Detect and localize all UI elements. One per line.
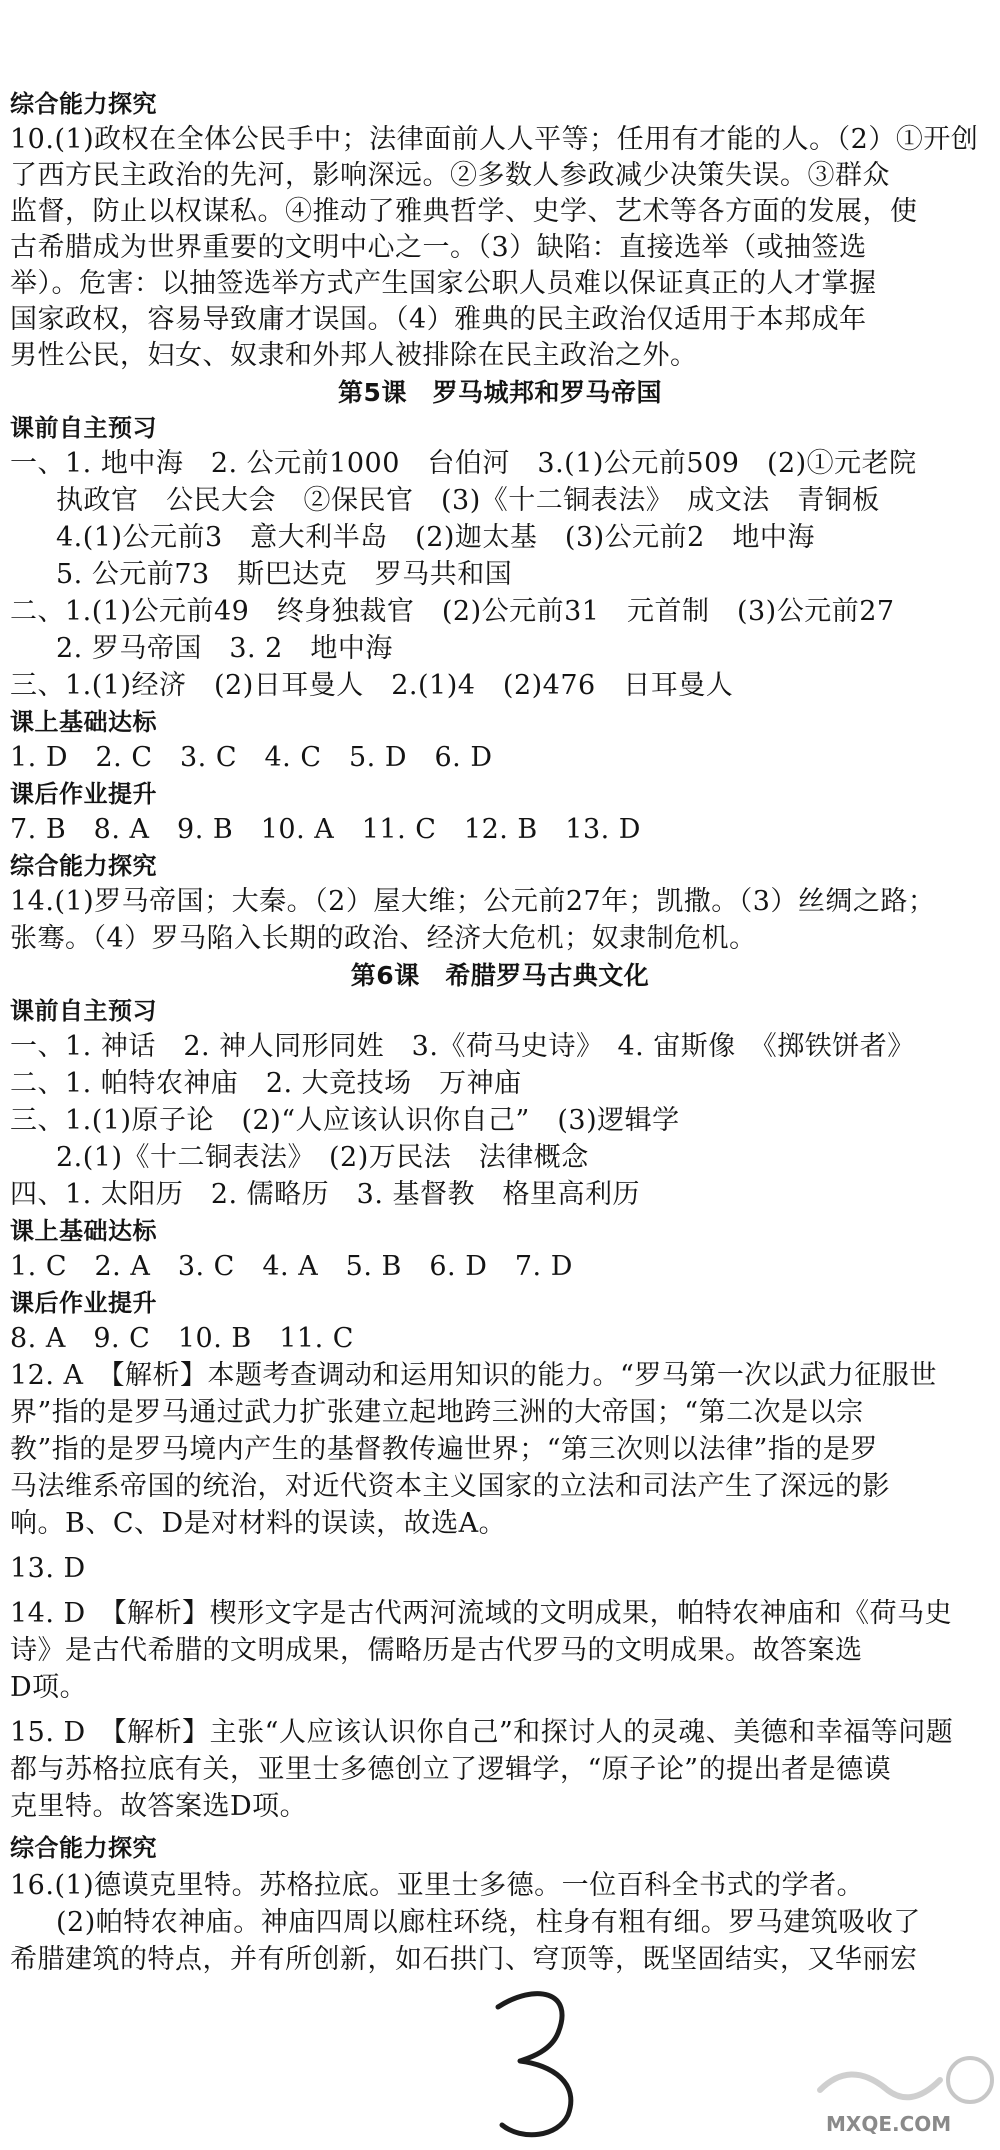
text-line: 5. 公元前73 斯巴达克 罗马共和国	[56, 559, 513, 590]
text-line: 执政官 公民大会 ②保民官 (3)《十二铜表法》 成文法 青铜板	[56, 485, 880, 516]
text-line: 响。B、C、D是对材料的误读，故选A。	[10, 1508, 507, 1539]
text-line: 了西方民主政治的先河，影响深远。②多数人参政减少决策失误。③群众	[10, 160, 890, 191]
text-line: 15. D 【解析】主张“人应该认识你自己”和探讨人的灵魂、美德和幸福等问题	[10, 1717, 954, 1748]
section-label: 课后作业提升	[10, 1289, 157, 1317]
text-line: 都与苏格拉底有关，亚里士多德创立了逻辑学，“原子论”的提出者是德谟	[10, 1754, 892, 1785]
text-line: 12. A 【解析】本题考查调动和运用知识的能力。“罗马第一次以武力征服世	[10, 1360, 937, 1391]
text-line: 三、1.(1)经济 (2)日耳曼人 2.(1)4 (2)476 日耳曼人	[10, 670, 734, 701]
text-line: 四、1. 太阳历 2. 儒略历 3. 基督教 格里高利历	[10, 1179, 641, 1210]
text-line: 克里特。故答案选D项。	[10, 1791, 308, 1822]
text-line: 4.(1)公元前3 意大利半岛 (2)迦太基 (3)公元前2 地中海	[56, 522, 815, 553]
text-line: 二、1.(1)公元前49 终身独裁官 (2)公元前31 元首制 (3)公元前27	[10, 596, 895, 627]
text-line: 监督，防止以权谋私。④推动了雅典哲学、史学、艺术等各方面的发展，使	[10, 196, 918, 227]
section-label: 课上基础达标	[10, 1217, 157, 1245]
text-line: 2.(1)《十二铜表法》 (2)万民法 法律概念	[56, 1142, 589, 1173]
lesson-title: 第6课 希腊罗马古典文化	[350, 961, 650, 990]
text-line: 8. A 9. C 10. B 11. C	[10, 1323, 354, 1354]
text-line: 14. D 【解析】楔形文字是古代两河流域的文明成果，帕特农神庙和《荷马史	[10, 1598, 953, 1629]
text-line: 男性公民，妇女、奴隶和外邦人被排除在民主政治之外。	[10, 340, 698, 371]
text-line: 古希腊成为世界重要的文明中心之一。（3）缺陷：直接选举（或抽签选	[10, 232, 867, 263]
text-line: 一、1. 神话 2. 神人同形同姓 3.《荷马史诗》 4. 宙斯像 《掷铁饼者》	[10, 1031, 915, 1062]
text-line: 13. D	[10, 1553, 86, 1584]
text-line: 张骞。（4）罗马陷入长期的政治、经济大危机；奴隶制危机。	[10, 923, 757, 954]
section-label: 课上基础达标	[10, 708, 157, 736]
handwritten-page-mark	[480, 1975, 600, 2145]
section-label: 课前自主预习	[10, 414, 157, 442]
text-line: D项。	[10, 1672, 88, 1703]
text-line: 马法维系帝国的统治，对近代资本主义国家的立法和司法产生了深远的影	[10, 1471, 890, 1502]
section-label: 综合能力探究	[10, 852, 157, 880]
text-line: 二、1. 帕特农神庙 2. 大竞技场 万神庙	[10, 1068, 522, 1099]
section-label: 课后作业提升	[10, 780, 157, 808]
text-line: 14.(1)罗马帝国；大秦。（2）屋大维；公元前27年；凯撒。（3）丝绸之路；	[10, 886, 936, 917]
text-line: 一、1. 地中海 2. 公元前1000 台伯河 3.(1)公元前509 (2)①元老院	[10, 448, 917, 479]
text-line: 教”指的是罗马境内产生的基督教传遍世界；“第三次则以法律”指的是罗	[10, 1434, 878, 1465]
text-line: 举）。危害：以抽签选举方式产生国家公职人员难以保证真正的人才掌握	[10, 268, 877, 299]
section-label: 课前自主预习	[10, 997, 157, 1025]
lesson-title: 第5课 罗马城邦和罗马帝国	[338, 378, 662, 407]
text-line: 三、1.(1)原子论 (2)“人应该认识你自己” (3)逻辑学	[10, 1105, 680, 1136]
text-line: 希腊建筑的特点，并有所创新，如石拱门、穹顶等，既坚固结实，又华丽宏	[10, 1944, 918, 1975]
text-line: 2. 罗马帝国 3. 2 地中海	[56, 633, 393, 664]
text-line: 1. C 2. A 3. C 4. A 5. B 6. D 7. D	[10, 1251, 573, 1282]
section-label: 综合能力探究	[10, 90, 157, 118]
text-line: 诗》是古代希腊的文明成果，儒略历是古代罗马的文明成果。故答案选	[10, 1635, 863, 1666]
text-line: 16.(1)德谟克里特。苏格拉底。亚里士多德。一位百科全书式的学者。	[10, 1870, 865, 1901]
text-line: (2)帕特农神庙。神庙四周以廊柱环绕，柱身有粗有细。罗马建筑吸收了	[56, 1907, 921, 1938]
text-line: 1. D 2. C 3. C 4. C 5. D 6. D	[10, 742, 493, 773]
text-line: 界”指的是罗马通过武力扩张建立起地跨三洲的大帝国；“第二次是以宗	[10, 1397, 864, 1428]
text-line: 7. B 8. A 9. B 10. A 11. C 12. B 13. D	[10, 814, 641, 845]
watermark-text: MXQE.COM	[826, 2112, 952, 2136]
text-line: 10.(1)政权在全体公民手中；法律面前人人平等；任用有才能的人。（2）①开创	[10, 124, 979, 155]
section-label: 综合能力探究	[10, 1834, 157, 1862]
text-line: 国家政权，容易导致庸才误国。（4）雅典的民主政治仅适用于本邦成年	[10, 304, 867, 335]
